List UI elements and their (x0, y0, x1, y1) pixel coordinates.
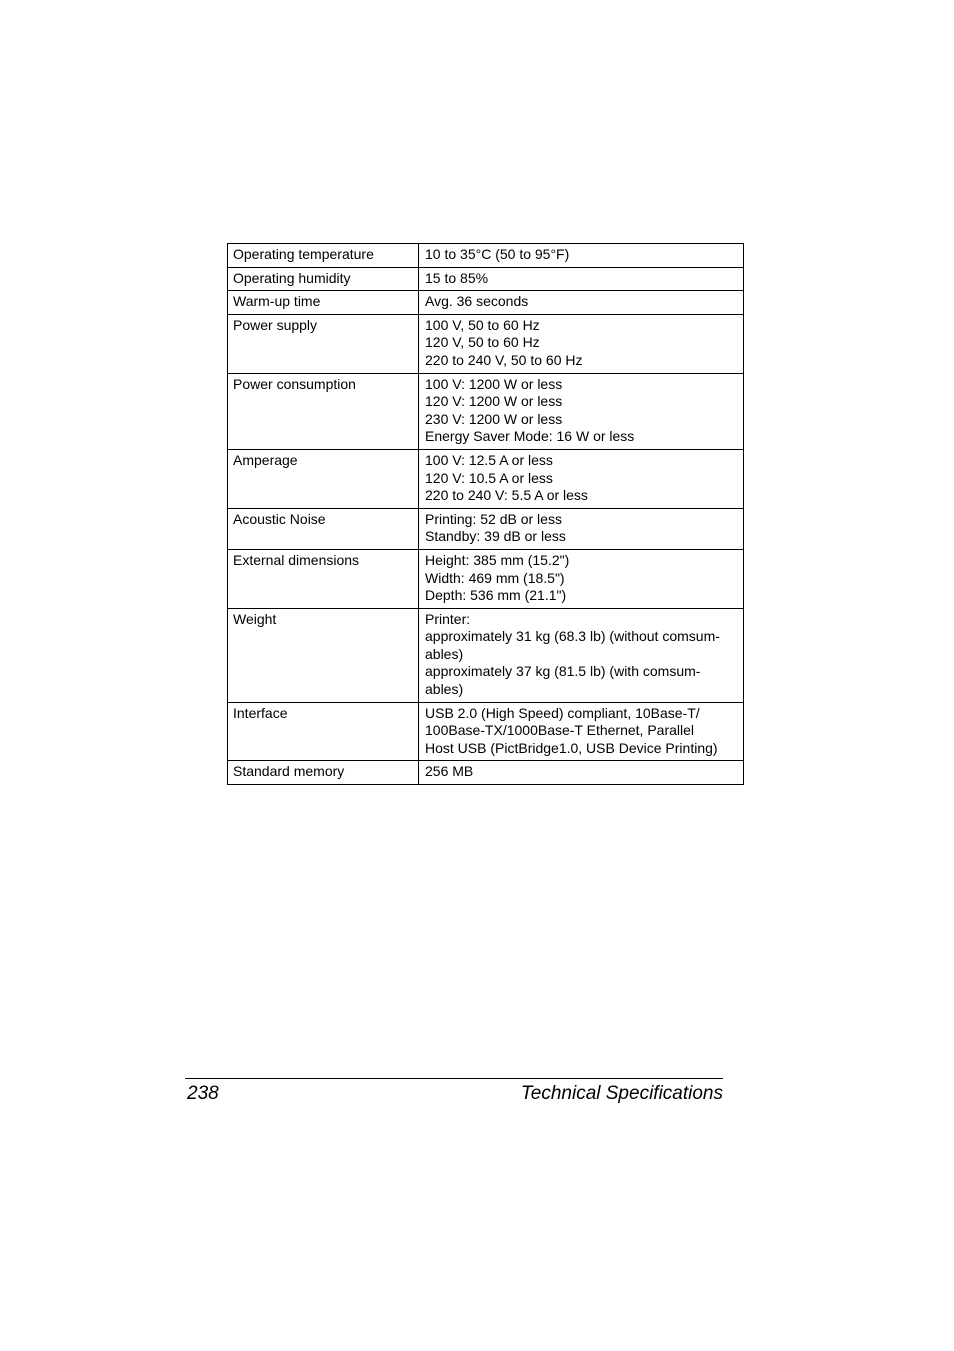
specifications-table (227, 243, 744, 785)
spec-value-line: 220 to 240 V, 50 to 60 Hz (425, 351, 583, 368)
spec-value (419, 373, 744, 449)
table-row (228, 267, 744, 291)
spec-value-line: Host USB (PictBridge1.0, USB Device Printing) (425, 739, 718, 756)
table-row (228, 373, 744, 449)
spec-value-line: 100 V: 12.5 A or less (425, 451, 553, 468)
spec-value (419, 702, 744, 761)
spec-value-line: approximately 31 kg (68.3 lb) (without comsum- (425, 628, 720, 645)
spec-label: Amperage (228, 449, 419, 508)
spec-value (419, 761, 744, 785)
spec-value-line: Printing: 52 dB or less (425, 510, 562, 527)
table-row (228, 508, 744, 549)
spec-value (419, 549, 744, 608)
spec-value-line: 10 to 35°C (50 to 95°F) (425, 246, 570, 262)
section-title: Technical Specifications (520, 1083, 723, 1104)
spec-value-line: 120 V, 50 to 60 Hz (425, 334, 540, 351)
spec-value-line: 256 MB (425, 763, 474, 780)
spec-value-line: 100Base-TX/1000Base-T Ethernet, Parallel (425, 722, 695, 739)
spec-value (419, 449, 744, 508)
spec-value-line: approximately 37 kg (81.5 lb) (with comsum- (425, 663, 701, 680)
footer-divider (185, 1078, 723, 1079)
spec-value-line: 120 V: 1200 W or less (425, 393, 563, 410)
spec-value-line: Width: 469 mm (18.5") (425, 569, 565, 586)
table-row (228, 608, 744, 702)
spec-label: Power consumption (228, 373, 419, 449)
table-row (228, 702, 744, 761)
table-row (228, 314, 744, 373)
spec-value-line: Energy Saver Mode: 16 W or less (425, 428, 635, 445)
spec-value-line: 15 to 85% (425, 269, 489, 286)
spec-value-line: ables) (425, 681, 464, 698)
specifications-table-body (228, 244, 744, 785)
spec-value (419, 314, 744, 373)
spec-label: External dimensions (228, 549, 419, 608)
spec-value-line: Standby: 39 dB or less (425, 528, 566, 545)
spec-label: Weight (228, 608, 419, 702)
spec-label: Operating temperature (228, 244, 419, 268)
spec-label: Acoustic Noise (228, 508, 419, 549)
spec-value-line: 100 V: 1200 W or less (425, 375, 563, 392)
table-row (228, 549, 744, 608)
spec-label: Interface (228, 702, 419, 761)
spec-value (419, 508, 744, 549)
table-row (228, 291, 744, 315)
spec-value-line: Avg. 36 seconds (425, 293, 529, 310)
spec-value-line: Printer: (425, 610, 471, 627)
spec-value-line: 220 to 240 V: 5.5 A or less (425, 487, 588, 504)
spec-value (419, 267, 744, 291)
spec-label: Power supply (228, 314, 419, 373)
spec-label: Standard memory (228, 761, 419, 785)
spec-value-line: 120 V: 10.5 A or less (425, 469, 553, 486)
spec-value (419, 244, 744, 268)
spec-label: Operating humidity (228, 267, 419, 291)
table-row (228, 244, 744, 268)
spec-value (419, 608, 744, 702)
spec-value-line: USB 2.0 (High Speed) compliant, 10Base-T/ (425, 704, 700, 721)
spec-value-line: Depth: 536 mm (21.1") (425, 587, 567, 604)
spec-value-line: 230 V: 1200 W or less (425, 410, 563, 427)
spec-value-line: ables) (425, 645, 464, 662)
spec-value-line: Height: 385 mm (15.2") (425, 551, 570, 568)
spec-value-line: 100 V, 50 to 60 Hz (425, 316, 540, 333)
table-row (228, 761, 744, 785)
table-row (228, 449, 744, 508)
spec-label: Warm-up time (228, 291, 419, 315)
spec-value (419, 291, 744, 315)
page-number: 238 (187, 1083, 219, 1104)
